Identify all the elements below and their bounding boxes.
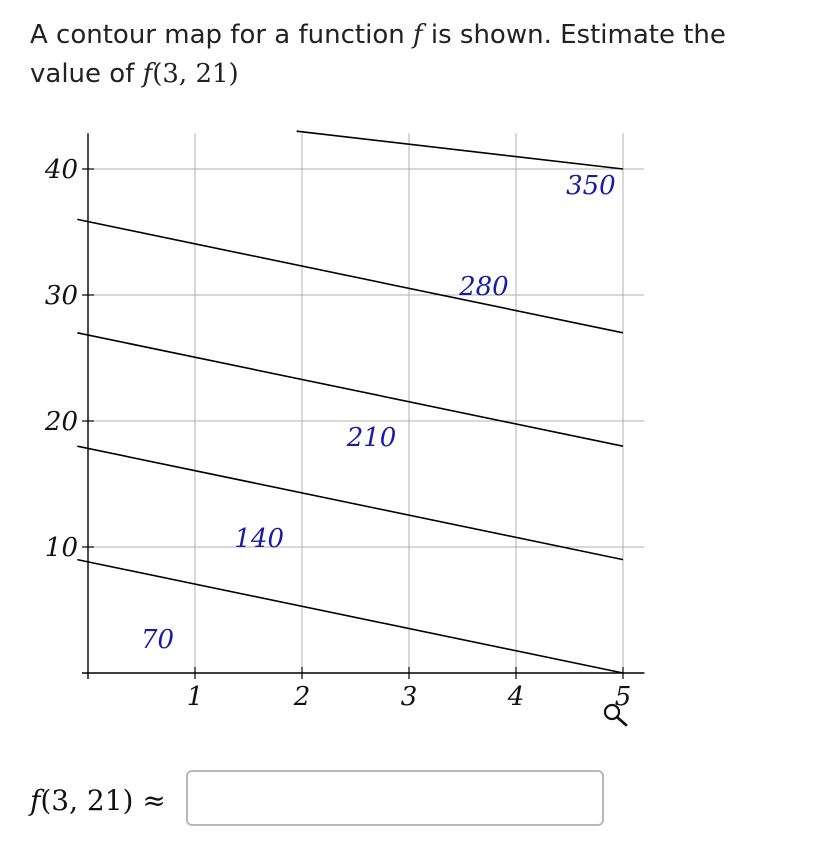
answer-input[interactable] (186, 770, 604, 826)
x-tick-label: 3 (400, 682, 418, 712)
y-tick-label: 30 (44, 281, 78, 311)
x-tick-label: 4 (507, 682, 525, 712)
contour-line-350 (297, 131, 623, 169)
y-tick-label: 10 (44, 533, 78, 563)
y-tick-label: 20 (44, 407, 78, 437)
x-tick-label: 5 (614, 682, 632, 712)
contour-label-280: 280 (459, 272, 509, 302)
answer-label-func: f (30, 783, 41, 817)
contour-line-140 (77, 446, 623, 559)
answer-label-rest: (3, 21) ≈ (40, 783, 166, 817)
contour-label-350: 350 (566, 171, 616, 202)
contour-line-280 (77, 219, 623, 332)
contour-line-70 (77, 560, 623, 673)
question-text-before: A contour map for a function (30, 20, 413, 50)
contour-label-140: 140 (234, 524, 285, 554)
x-tick-label: 2 (293, 682, 311, 712)
contour-label-210: 210 (346, 423, 397, 454)
function-symbol: f (412, 20, 423, 50)
answer-label (30, 770, 166, 830)
y-tick-label: 40 (44, 155, 78, 185)
question-point: f(3, 21) (142, 59, 239, 89)
question-text-middle: is shown. Estimate the value of (30, 20, 726, 89)
magnifier-icon[interactable] (596, 692, 632, 732)
x-tick-label: 1 (186, 682, 204, 712)
contour-label-70: 70 (141, 624, 175, 655)
